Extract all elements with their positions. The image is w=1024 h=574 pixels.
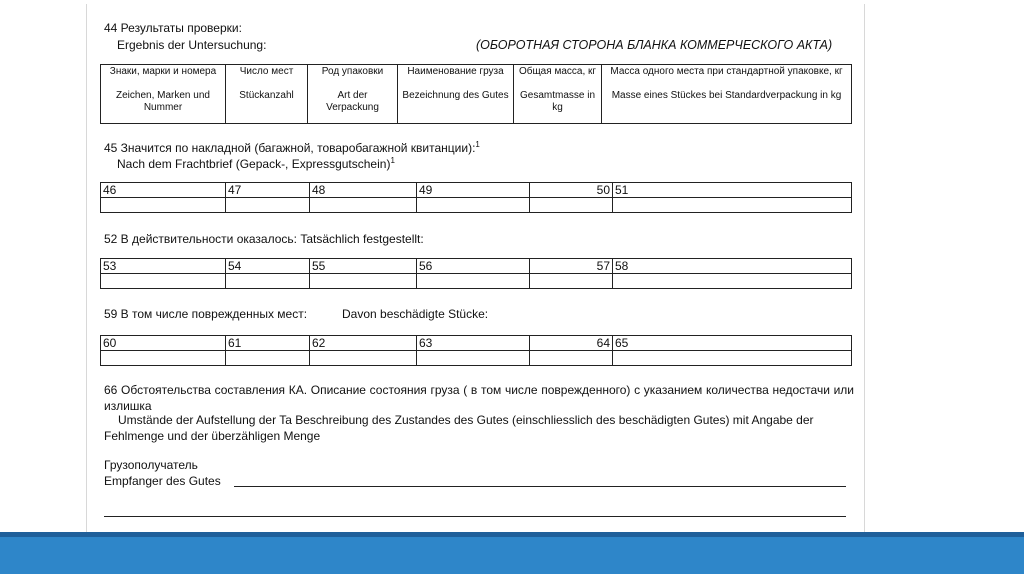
field-49[interactable]: 49 (417, 183, 530, 198)
table-45 (100, 182, 852, 213)
signature-line-2[interactable] (104, 516, 846, 517)
page-edge-right (864, 4, 865, 532)
table-row (101, 198, 852, 213)
field-51[interactable]: 51 (613, 183, 852, 198)
field-61[interactable]: 61 (226, 336, 310, 351)
section-52-title: 52 В действительности оказалось: Tatsächlich festgestellt: (104, 232, 424, 246)
section-59-title-de: Davon beschädigte Stücke: (342, 307, 489, 321)
table-row (101, 336, 852, 351)
recipient-label-de: Empfanger des Gutes (104, 474, 221, 488)
field-62-value[interactable] (310, 351, 417, 366)
recipient-signature-line[interactable] (234, 486, 846, 487)
table-59 (100, 335, 852, 366)
column-total-mass: Общая масса, кг Gesamtmasse in kg (514, 65, 602, 124)
field-49-value[interactable] (417, 198, 530, 213)
form-side-note: (ОБОРОТНАЯ СТОРОНА БЛАНКА КОММЕРЧЕСКОГО АКТА) (476, 38, 833, 52)
field-53-value[interactable] (101, 274, 226, 289)
section-66-title-de: Umstände der Aufstellung der Ta Beschreibung des Zustandes des Gutes (einschliesslich des beschädigten Gutes) mit Angabe der Fehlmenge und der überzähligen Menge (104, 413, 814, 443)
section-66-title-ru: 66 Обстоятельства составления КА. Описание состояния груза ( в том числе поврежденного) с указанием количества недостачи или излишка (104, 383, 854, 413)
field-47-value[interactable] (226, 198, 310, 213)
field-56[interactable]: 56 (417, 259, 530, 274)
field-54-value[interactable] (226, 274, 310, 289)
field-57[interactable]: 57 (530, 259, 613, 274)
table-row (101, 259, 852, 274)
field-53[interactable]: 53 (101, 259, 226, 274)
field-55[interactable]: 55 (310, 259, 417, 274)
field-51-value[interactable] (613, 198, 852, 213)
field-46-value[interactable] (101, 198, 226, 213)
section-45-title-ru: 45 Значится по накладной (багажной, товаробагажной квитанции):$^1$ (104, 140, 480, 155)
goods-header-table (100, 64, 852, 124)
recipient-label-ru: Грузополучатель (104, 458, 198, 472)
column-packaging: Род упаковки Art der Verpackung (308, 65, 398, 124)
field-65-value[interactable] (613, 351, 852, 366)
field-64-value[interactable] (530, 351, 613, 366)
table-52 (100, 258, 852, 289)
section-45-title-de: Nach dem Frachtbrief (Gepack-, Expressgutschein)$^1$ (117, 156, 395, 171)
field-61-value[interactable] (226, 351, 310, 366)
field-50-value[interactable] (530, 198, 613, 213)
page-edge-left (86, 4, 87, 532)
column-marks: Знаки, марки и номера Zeichen, Marken und Nummer (101, 65, 226, 124)
section-44-title-ru: 44 Результаты проверки: (104, 21, 242, 35)
field-58[interactable]: 58 (613, 259, 852, 274)
field-48-value[interactable] (310, 198, 417, 213)
field-54[interactable]: 54 (226, 259, 310, 274)
table-row (101, 351, 852, 366)
field-47[interactable]: 47 (226, 183, 310, 198)
table-row (101, 274, 852, 289)
field-63-value[interactable] (417, 351, 530, 366)
column-unit-mass: Масса одного места при стандартной упаковке, кг Masse eines Stückes bei Standardverpackung in kg (602, 65, 852, 124)
field-56-value[interactable] (417, 274, 530, 289)
footer-bar (0, 537, 1024, 574)
field-46[interactable]: 46 (101, 183, 226, 198)
column-cargo-name: Наименование груза Bezeichnung des Gutes (398, 65, 514, 124)
column-count: Число мест Stückanzahl (226, 65, 308, 124)
field-62[interactable]: 62 (310, 336, 417, 351)
field-63[interactable]: 63 (417, 336, 530, 351)
field-60-value[interactable] (101, 351, 226, 366)
field-58-value[interactable] (613, 274, 852, 289)
field-65[interactable]: 65 (613, 336, 852, 351)
section-44-title-de: Ergebnis der Untersuchung: (117, 38, 267, 52)
field-60[interactable]: 60 (101, 336, 226, 351)
field-64[interactable]: 64 (530, 336, 613, 351)
field-50[interactable]: 50 (530, 183, 613, 198)
field-55-value[interactable] (310, 274, 417, 289)
field-57-value[interactable] (530, 274, 613, 289)
table-row (101, 183, 852, 198)
field-48[interactable]: 48 (310, 183, 417, 198)
section-59-title-ru: 59 В том числе поврежденных мест: (104, 307, 308, 321)
